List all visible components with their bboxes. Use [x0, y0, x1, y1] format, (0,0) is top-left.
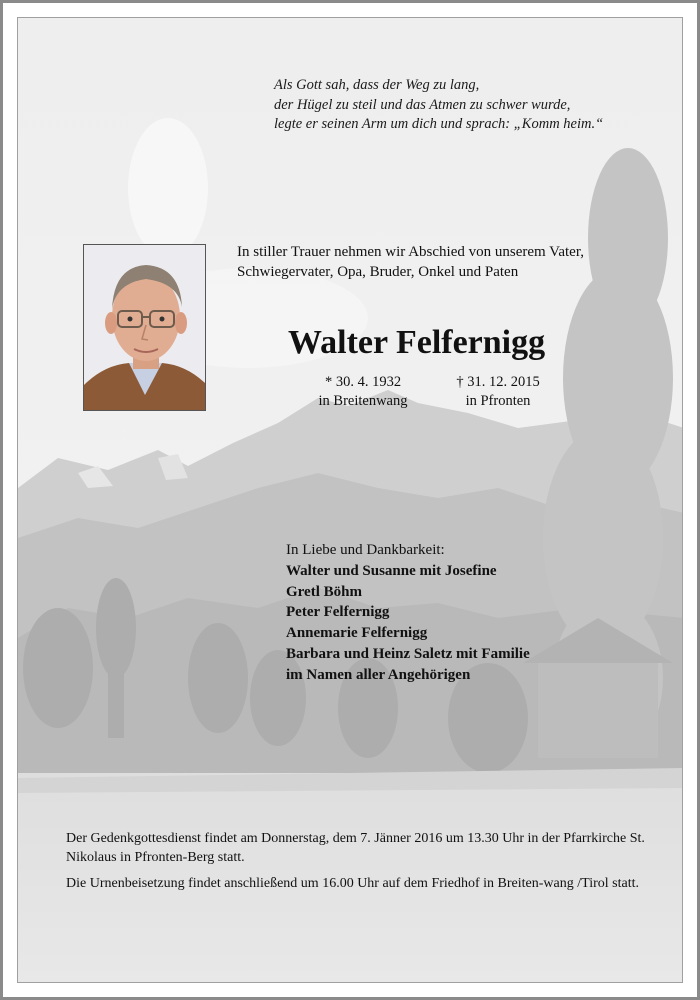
mourners-heading: In Liebe und Dankbarkeit: [286, 542, 445, 558]
burial-text: Die Urnenbeisetzung findet anschließend um 16.00 Uhr auf dem Friedhof in Breiten-wang /Tirol statt. [66, 876, 639, 891]
mourner-name: Peter Felfernigg [286, 604, 390, 621]
mourner-name: Annemarie Felfernigg [286, 625, 428, 642]
obituary-frame [17, 17, 683, 983]
intro-text [237, 242, 677, 282]
deceased-name: Walter Felfernigg [288, 324, 546, 361]
mourner-name: Barbara und Heinz Saletz mit Familie [286, 645, 530, 662]
poem-line: Als Gott sah, dass der Weg zu lang, [274, 77, 480, 93]
memorial-poem [274, 76, 674, 135]
poem-line: legte er seinen Arm um dich und sprach: „Komm heim.“ [274, 116, 604, 132]
death-info [443, 373, 553, 411]
poem-line: der Hügel zu steil und das Atmen zu schwer wurde, [274, 96, 571, 113]
portrait-photo [83, 244, 206, 411]
mourner-name: Walter und Susanne mit Josefine [286, 562, 497, 579]
death-date: † 31. 12. 2015 [456, 374, 540, 390]
mourner-name: im Namen aller Angehörigen [286, 666, 471, 683]
intro-line: Schwiegervater, Opa, Bruder, Onkel und Paten [237, 264, 519, 280]
mourners-list [286, 540, 626, 686]
birth-info [308, 373, 418, 411]
life-dates [308, 373, 568, 413]
portrait-illustration [84, 245, 206, 411]
service-info [66, 830, 666, 902]
death-place: in Pfronten [465, 393, 531, 409]
mourner-name: Gretl Böhm [286, 583, 362, 600]
birth-place: in Breitenwang [318, 393, 408, 409]
memorial-service-text: Der Gedenkgottesdienst findet am Donnerstag, dem 7. Jänner 2016 um 13.30 Uhr in der Pfarrkirche St. Nikolaus in Pfronten-Berg statt. [66, 831, 645, 865]
intro-line: In stiller Trauer nehmen wir Abschied von unserem Vater, [237, 244, 584, 260]
birth-date: * 30. 4. 1932 [324, 374, 402, 390]
